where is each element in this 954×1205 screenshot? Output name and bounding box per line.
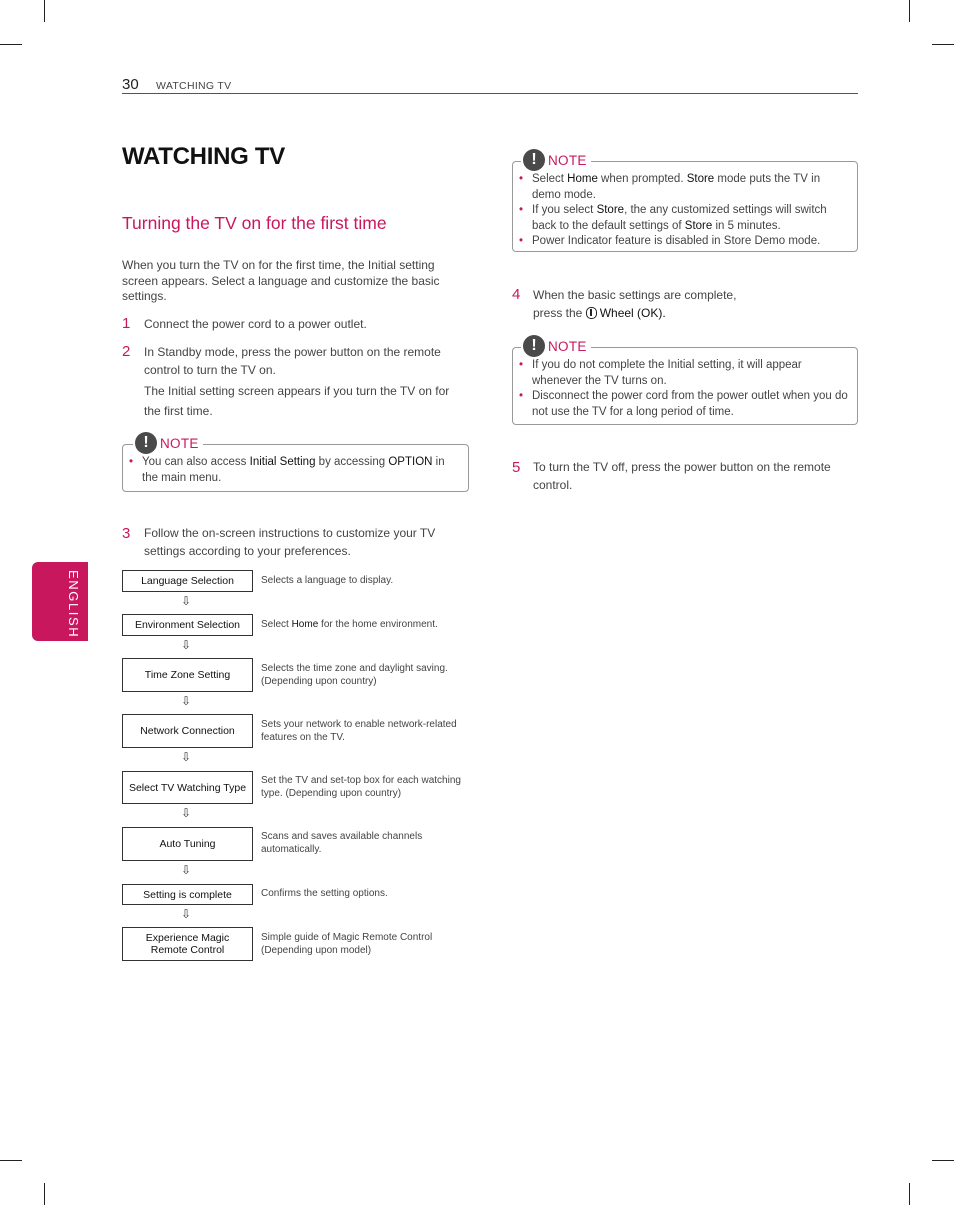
flow-step-description: Confirms the setting options. [261,888,388,899]
exclamation-icon: ! [523,149,545,171]
crop-mark [909,0,910,22]
exclamation-icon: ! [135,432,157,454]
bullet-icon: • [519,359,524,371]
flow-step-box: Experience Magic Remote Control [122,927,253,961]
note-list [129,455,460,486]
down-arrow-icon: ⇩ [181,750,192,764]
down-arrow-icon: ⇩ [181,907,192,921]
note-box [512,151,858,252]
step-text: Follow the on-screen instructions to customize your TV settings according to your preferences. [144,526,436,558]
flow-step-box: Time Zone Setting [122,658,253,692]
down-arrow-icon: ⇩ [181,694,192,708]
bullet-icon: • [519,173,524,185]
flow-step-box: Auto Tuning [122,827,253,861]
note-label: NOTE [160,435,199,451]
down-arrow-icon: ⇩ [181,594,192,608]
step-text: Connect the power cord to a power outlet. [144,317,367,331]
crop-mark [932,44,954,45]
note-header [521,149,591,171]
bullet-icon: • [519,390,524,402]
flow-step-box: Select TV Watching Type [122,771,253,804]
crop-mark [909,1183,910,1205]
flow-step-description: Simple guide of Magic Remote Control (Depending upon model) [261,932,433,956]
note-list [519,358,849,420]
exclamation-icon: ! [523,335,545,357]
page-number: 30 [122,76,139,93]
flow-step-description: Selects a language to display. [261,575,394,586]
note-item: • You can also access Initial Setting by accessing OPTION in the main menu. [129,456,445,484]
note-item: • If you do not complete the Initial setting, it will appear whenever the TV turns on. [519,359,802,387]
crop-mark [0,1160,22,1161]
step-text: When the basic settings are complete, [533,288,737,302]
step-text-extra: The Initial setting screen appears if you turn the TV on for the first time. [144,384,450,418]
down-arrow-icon: ⇩ [181,806,192,820]
flow-step-box: Language Selection [122,570,253,592]
step-text: In Standby mode, press the power button on the remote control to turn the TV on. [144,345,441,377]
flow-step-description: Set the TV and set-top box for each watching type. (Depending upon country) [261,775,461,799]
step-text: press the Wheel (OK). [533,306,666,320]
down-arrow-icon: ⇩ [181,638,192,652]
flow-step-box: Network Connection [122,714,253,748]
intro-paragraph: When you turn the TV on for the first time, the Initial setting screen appears. Select a language and customize the basic settings. [122,258,440,303]
bullet-icon: • [519,204,524,216]
flow-step-description: Scans and saves available channels automatically. [261,831,423,855]
note-header [133,432,203,454]
note-label: NOTE [548,152,587,168]
step-number: 4 [512,286,521,303]
note-box [122,434,469,492]
wheel-icon [586,307,597,319]
page-title: WATCHING TV [122,143,285,170]
crop-mark [44,0,45,22]
down-arrow-icon: ⇩ [181,863,192,877]
note-header [521,335,591,357]
crop-mark [44,1183,45,1205]
flow-step-description: Select Home for the home environment. [261,619,438,630]
flow-step-description: Selects the time zone and daylight saving. (Depending upon country) [261,663,448,687]
bullet-icon: • [519,235,524,247]
note-item: • If you select Store, the any customized settings will switch back to the default settings of Store in 5 minutes. [519,204,827,232]
note-item: • Power Indicator feature is disabled in Store Demo mode. [519,234,849,250]
step-number: 3 [122,525,131,542]
flow-step-description: Sets your network to enable network-related features on the TV. [261,719,457,743]
crop-mark [0,44,22,45]
note-item: • Disconnect the power cord from the power outlet when you do not use the TV for a long period of time. [519,390,848,418]
section-title: Turning the TV on for the first time [122,213,387,233]
step-number: 5 [512,459,521,476]
step-number: 2 [122,343,131,360]
flow-step-box: Environment Selection [122,614,253,636]
note-label: NOTE [548,338,587,354]
step-text: To turn the TV off, press the power button on the remote control. [533,460,831,492]
flow-step-box: Setting is complete [122,884,253,905]
bullet-icon: • [129,456,134,468]
header-section-name: WATCHING TV [156,80,232,92]
page-header [122,76,858,94]
crop-mark [932,1160,954,1161]
step-number: 1 [122,315,131,332]
note-list [519,172,849,250]
language-side-tab-label: ENGLISH [66,570,81,639]
note-box [512,337,858,425]
note-item: • Select Home when prompted. Store mode puts the TV in demo mode. [519,173,821,201]
